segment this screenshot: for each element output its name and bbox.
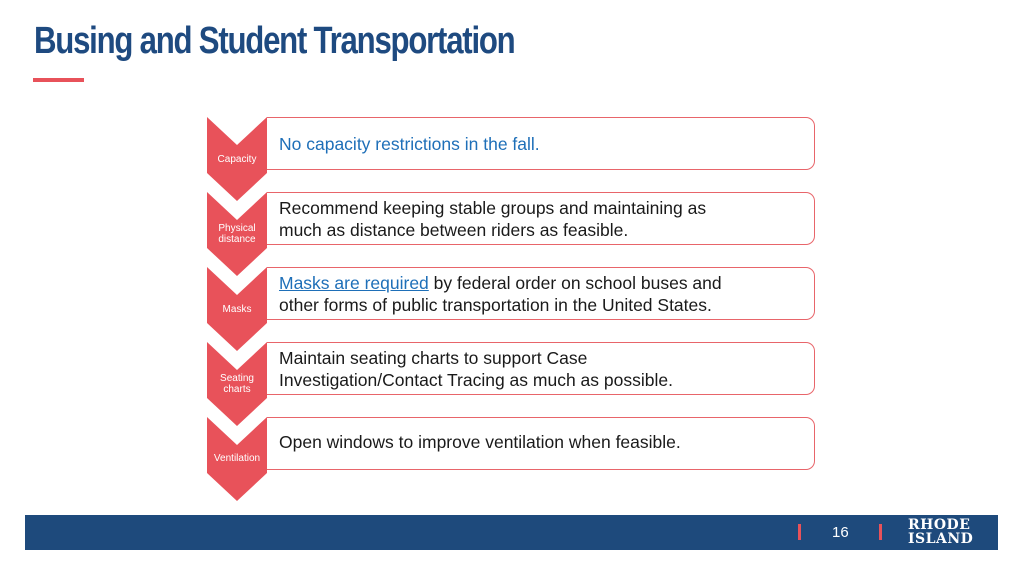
row-capacity xyxy=(207,117,817,202)
content-text xyxy=(279,431,681,453)
content-text xyxy=(279,133,540,155)
content-box xyxy=(267,267,815,320)
text-line: Open windows to improve ventilation when feasible. xyxy=(279,431,681,452)
content-text xyxy=(279,272,722,316)
content-text xyxy=(279,197,706,241)
chevron-label xyxy=(207,373,267,395)
text-line: much as distance between riders as feasible. xyxy=(279,219,629,240)
content-box xyxy=(267,192,815,245)
row-seating-charts xyxy=(207,342,817,427)
content-box xyxy=(267,117,815,170)
content-text xyxy=(279,347,673,391)
content-box xyxy=(267,417,815,470)
masks-required-link[interactable]: Masks are required xyxy=(279,272,429,293)
chevron-label xyxy=(207,223,267,245)
row-physical-distance xyxy=(207,192,817,277)
chevron-label: Ventilation xyxy=(213,453,261,464)
row-ventilation xyxy=(207,417,817,502)
logo-line: RHODE xyxy=(908,517,971,533)
text-line: other forms of public transportation in the United States. xyxy=(279,294,712,315)
label-line: charts xyxy=(223,384,251,395)
text-line: Maintain seating charts to support Case xyxy=(279,347,588,368)
logo-line: ISLAND xyxy=(908,531,974,547)
title-accent-bar xyxy=(33,78,84,82)
slide-title: Busing and Student Transportation xyxy=(34,20,515,62)
footer-separator xyxy=(798,524,801,540)
text-line: No capacity restrictions in the fall. xyxy=(279,133,540,154)
text-line: Recommend keeping stable groups and maintaining as xyxy=(279,197,707,218)
rhode-island-logo xyxy=(908,518,973,546)
text-line: by federal order on school buses and xyxy=(428,272,722,293)
row-masks xyxy=(207,267,817,352)
chevron-label: Masks xyxy=(222,304,252,315)
page-number: 16 xyxy=(832,524,849,541)
label-line: distance xyxy=(218,234,256,245)
footer-separator xyxy=(879,524,882,540)
chevron-label: Capacity xyxy=(217,154,257,165)
label-line: Physical xyxy=(218,223,256,234)
text-line: Investigation/Contact Tracing as much as possible. xyxy=(279,369,673,390)
footer-bar xyxy=(25,515,998,550)
label-line: Seating xyxy=(220,373,254,384)
content-box xyxy=(267,342,815,395)
